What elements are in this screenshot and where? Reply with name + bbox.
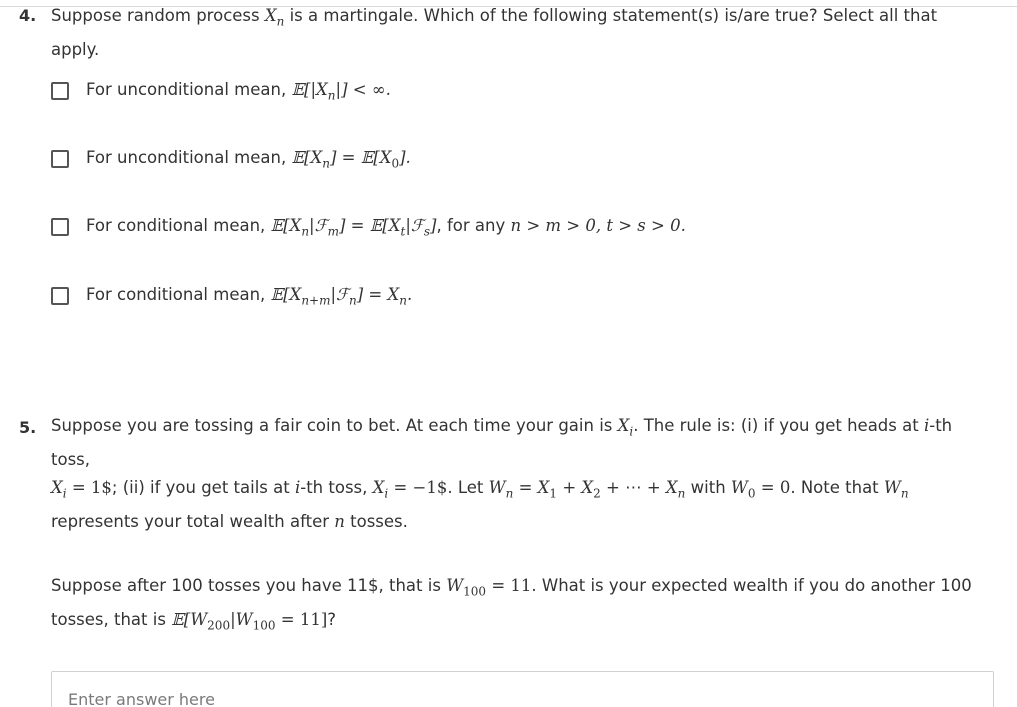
- question-4-prompt: Suppose random process $X_n$ is a martingale. Which of the following statement(s) is/are true? Select all that apply.: [51, 6, 938, 59]
- checkbox[interactable]: [51, 218, 69, 236]
- question-5-prompt: Suppose you are tossing a fair coin to bet. At each time your gain is $X_i$. The rule is: (i) if you get heads at i-th toss, $X_i$ = 1$; (ii) if you get tails at i-th toss, $X_i$ = −1$. Let $W_n = X_1 + X_2$ + ⋯ + $X_n$ with $W_0 = 0$. Note that $W_n$ represents your total wealth after n tosses.: [51, 416, 953, 532]
- option-conditional-mean-martingale[interactable]: [51, 284, 412, 308]
- answer-input[interactable]: [68, 690, 968, 707]
- option-conditional-mean-filtrations[interactable]: [51, 215, 686, 239]
- answer-box[interactable]: [51, 671, 994, 707]
- option-label: For unconditional mean, $𝔼[X_n]$ = $𝔼[X_0]$.: [86, 147, 411, 171]
- checkbox[interactable]: [51, 287, 69, 305]
- question-5-number: 5.: [19, 418, 37, 437]
- question-4-number: 4.: [19, 6, 37, 25]
- option-label: For unconditional mean, $𝔼[|X_n|]$ < ∞.: [86, 79, 391, 103]
- option-unconditional-abs-mean-finite[interactable]: [51, 79, 391, 103]
- checkbox[interactable]: [51, 150, 69, 168]
- option-label: For conditional mean, $𝔼[X_{n+m}|ℱ_n] = X_n$.: [86, 284, 413, 308]
- question-5-followup: Suppose after 100 tosses you have 11$, that is $W_{100} = 11$. What is your expected wealth if you do another 100 tosses, that is $𝔼[W_{200}|W_{100} = 11]$?: [51, 576, 972, 633]
- checkbox[interactable]: [51, 82, 69, 100]
- option-unconditional-mean-constant[interactable]: [51, 147, 411, 171]
- option-label: For conditional mean, $𝔼[X_n|ℱ_m]$ = $𝔼[X_t|ℱ_s]$, for any n > m > 0, t > s > 0.: [86, 215, 686, 239]
